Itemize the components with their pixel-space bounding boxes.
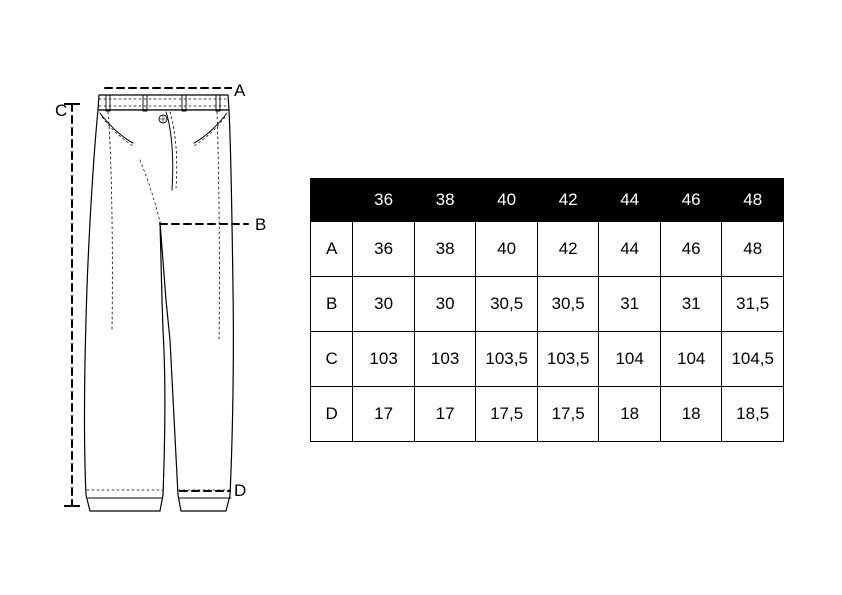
- table-header-row: [311, 179, 784, 222]
- cell-c-40: 103,5: [476, 332, 538, 387]
- cell-c-36: 103: [353, 332, 415, 387]
- cell-a-36: 36: [353, 222, 415, 277]
- cell-c-38: 103: [414, 332, 476, 387]
- size-header-38: 38: [414, 179, 476, 222]
- size-table-header: [311, 179, 784, 222]
- cell-d-40: 17,5: [476, 387, 538, 442]
- size-header-36: 36: [353, 179, 415, 222]
- cell-c-48: 104,5: [722, 332, 784, 387]
- size-table-body: [311, 222, 784, 442]
- cell-b-38: 30: [414, 277, 476, 332]
- row-label-b: B: [311, 277, 353, 332]
- cell-b-36: 30: [353, 277, 415, 332]
- cell-c-46: 104: [660, 332, 722, 387]
- cell-d-48: 18,5: [722, 387, 784, 442]
- cell-a-46: 46: [660, 222, 722, 277]
- size-header-40: 40: [476, 179, 538, 222]
- cell-d-44: 18: [599, 387, 661, 442]
- size-table: [310, 178, 784, 442]
- size-header-48: 48: [722, 179, 784, 222]
- cell-a-42: 42: [537, 222, 599, 277]
- cell-a-38: 38: [414, 222, 476, 277]
- row-label-d: D: [311, 387, 353, 442]
- cell-a-44: 44: [599, 222, 661, 277]
- table-row: [311, 277, 784, 332]
- cell-c-44: 104: [599, 332, 661, 387]
- table-row: [311, 332, 784, 387]
- dimension-label-c: C: [55, 101, 68, 120]
- cell-d-46: 18: [660, 387, 722, 442]
- garment-drawing-panel: [0, 0, 300, 595]
- cell-a-48: 48: [722, 222, 784, 277]
- size-header-44: 44: [599, 179, 661, 222]
- cell-b-48: 31,5: [722, 277, 784, 332]
- size-header-42: 42: [537, 179, 599, 222]
- cell-a-40: 40: [476, 222, 538, 277]
- cell-b-46: 31: [660, 277, 722, 332]
- cell-c-42: 103,5: [537, 332, 599, 387]
- size-header-46: 46: [660, 179, 722, 222]
- cell-d-38: 17: [414, 387, 476, 442]
- size-chart: [310, 178, 784, 442]
- trousers-technical-drawing: [0, 0, 300, 595]
- row-label-c: C: [311, 332, 353, 387]
- table-row: [311, 222, 784, 277]
- cell-d-42: 17,5: [537, 387, 599, 442]
- cell-b-44: 31: [599, 277, 661, 332]
- dimension-label-a: A: [234, 81, 246, 100]
- cell-b-42: 30,5: [537, 277, 599, 332]
- row-label-a: A: [311, 222, 353, 277]
- cell-d-36: 17: [353, 387, 415, 442]
- table-corner-cell: [311, 179, 353, 222]
- dimension-label-d: D: [234, 481, 247, 500]
- cell-b-40: 30,5: [476, 277, 538, 332]
- dimension-label-b: B: [255, 215, 267, 234]
- table-row: [311, 387, 784, 442]
